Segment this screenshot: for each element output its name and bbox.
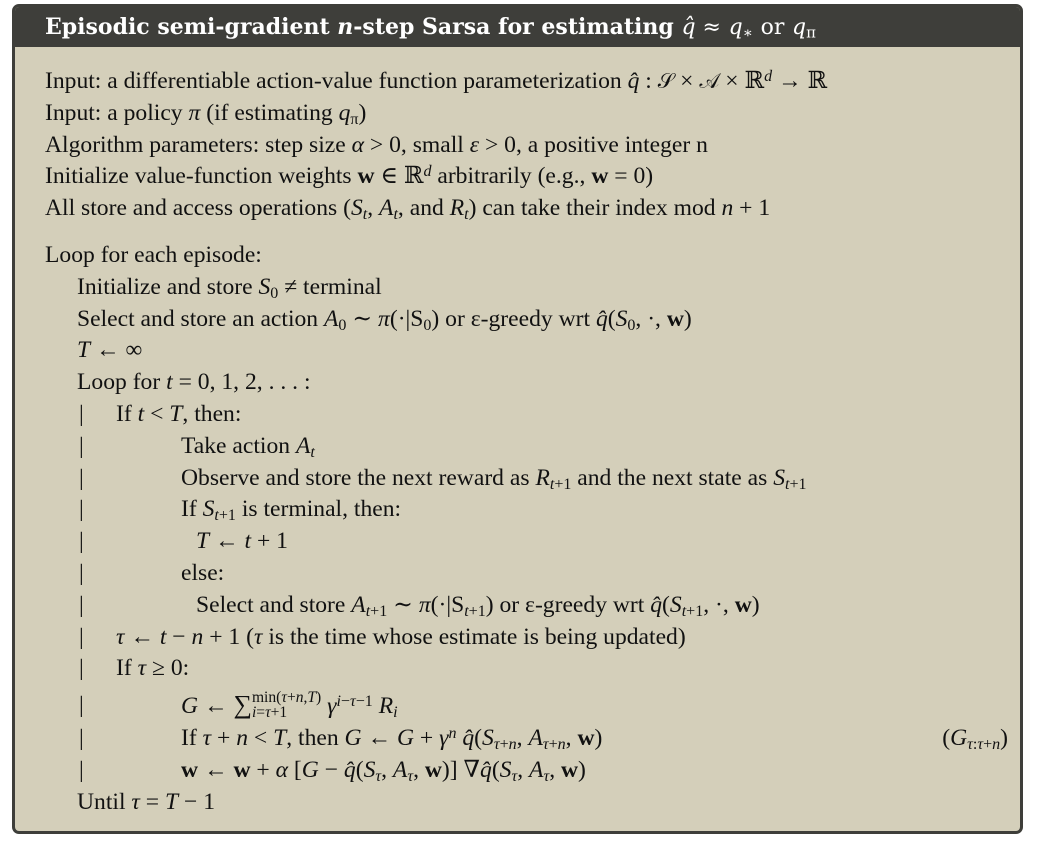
line-observe: | Observe and store the next reward as $R_{t+1}$ and the next state as $S_{t+1}$ [79, 464, 807, 493]
line-loop-t: Loop for t = 0, 1, 2, . . . : [77, 369, 311, 396]
loop-bar: | [79, 559, 84, 586]
G-target-label: $(G_{\tau:\tau+n})$ [942, 725, 1008, 754]
line-if-bootstrap: | If τ + n < T, then G ← $G + \gamma^n$ $q̂(S_{\tau+n}$, $A_{\tau+n}$, w) $(G_{\tau:\tau+n})$ [79, 724, 1008, 754]
algorithm-body [15, 47, 1020, 819]
loop-bar: | [79, 756, 84, 783]
line-store-ops: All store and access operations ($S_t$, $A_t$, and $R_t$) can take their index mod n + 1 [45, 195, 771, 224]
loop-bar: | [79, 623, 84, 650]
loop-bar: | [79, 692, 84, 719]
line-params: Algorithm parameters: step size α > 0, small ε > 0, a positive integer n [45, 131, 708, 158]
loop-bar: | [79, 591, 84, 618]
line-input-function: Input: a differentiable action-value function parameterization q̂ : 𝒮 × 𝒜 × ℝ$^d$ → ℝ [45, 67, 828, 94]
line-if-t-lt-T: | If t < T, then: [45, 399, 1020, 431]
line-else: | else: [45, 558, 1020, 590]
line-init-weights: Initialize value-function weights w ∈ ℝ$^d$ arbitrarily (e.g., w = 0) [45, 163, 654, 190]
line-if-terminal: | If $S_{t+1}$ is terminal, then: [79, 496, 402, 525]
line-take-action: | Take action $A_t$ [79, 432, 315, 461]
loop-bar: | [79, 400, 84, 427]
loop-bar: | [79, 464, 84, 491]
loop-bar: | [79, 725, 84, 752]
line-T-assign: | T ← t + 1 [45, 526, 1020, 558]
line-select-a0: Select and store an action $A_0$ ∼ $\pi(\cdot|S_0)$ or ε-greedy wrt $q̂(S_0$, ·, w) [77, 305, 692, 334]
algorithm-title: Episodic semi-gradient n-step Sarsa for estimating q̂ ≈ $q_∗$ or $q_\pi$ [15, 7, 1020, 47]
line-init-s0: Initialize and store $S_0$ ≠ terminal [77, 273, 382, 302]
line-if-tau: | If τ ≥ 0: [45, 653, 1020, 685]
line-w-update: | w ← w + α [$G - q̂(S_\tau$, $A_\tau$, w)] $\nabla q̂(S_\tau$, $A_\tau$, w) [79, 756, 586, 785]
loop-bar: | [79, 655, 84, 682]
loop-bar: | [79, 528, 84, 555]
loop-bar: | [79, 496, 84, 523]
line-tau-assign: | τ ← t − n + 1 (τ is the time whose estimate is being updated) [45, 622, 1020, 654]
line-select-next: | Select and store $A_{t+1}$ ∼ $\pi(\cdot|S_{t+1})$ or ε-greedy wrt $q̂(S_{t+1}$, ·, w) [79, 591, 760, 620]
line-loop-episode: Loop for each episode: [45, 241, 262, 268]
line-G-sum: | G ← ∑ min(τ+n,T) i=τ+1 $\gamma^{i-\tau-1}$ $R_i$ [45, 685, 1020, 723]
algorithm-box [12, 4, 1023, 834]
loop-bar: | [79, 432, 84, 459]
line-until: Until τ = T − 1 [77, 788, 215, 815]
line-input-policy: Input: a policy π (if estimating $q_\pi$) [45, 99, 367, 128]
line-t-infinity: T ← ∞ [77, 337, 143, 364]
